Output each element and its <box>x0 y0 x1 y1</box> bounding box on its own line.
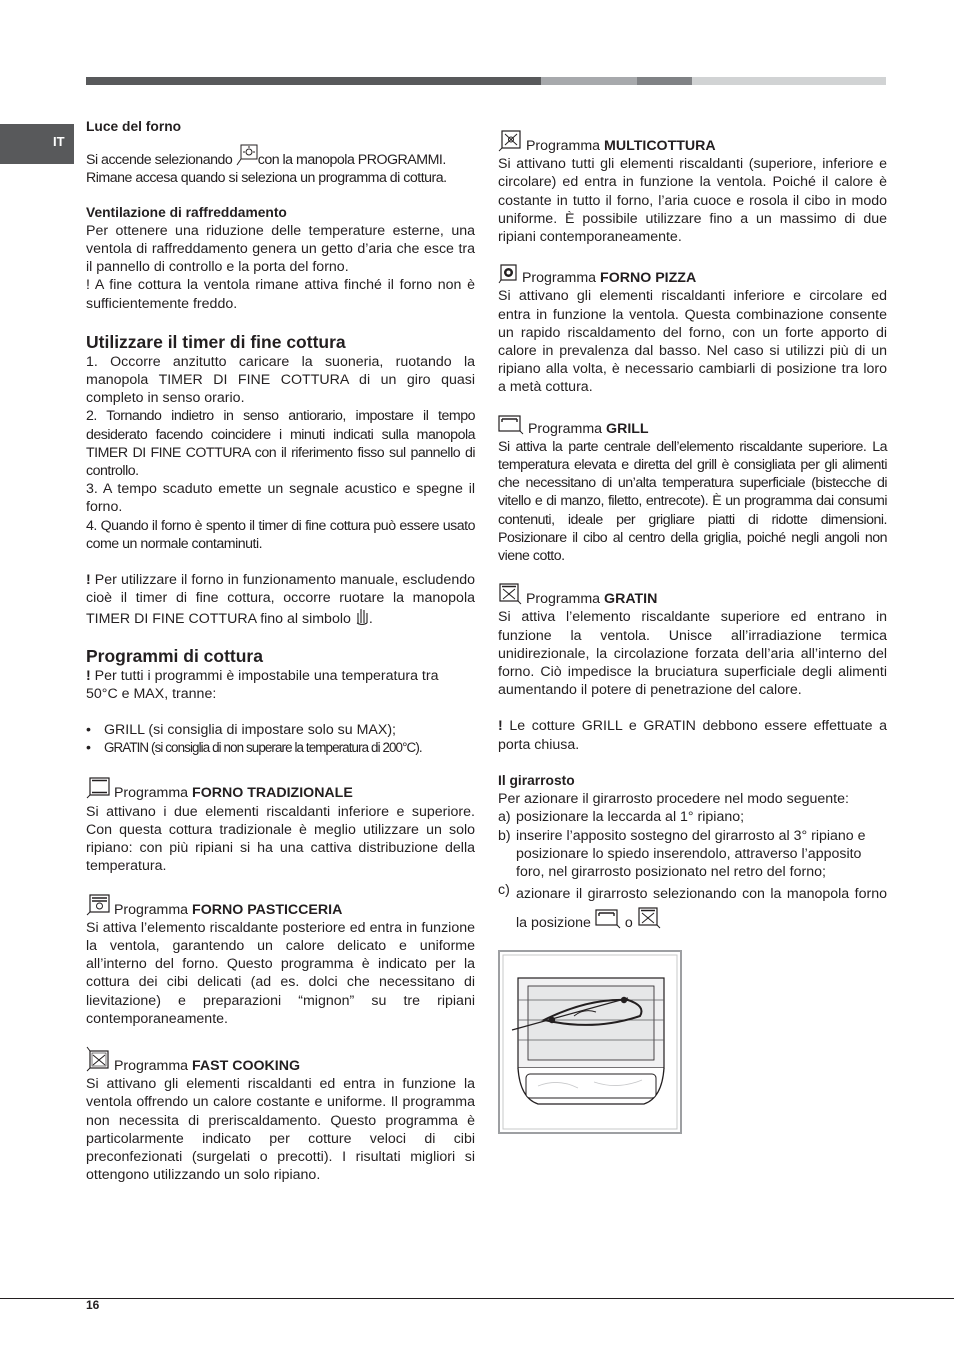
program-name: GRILL <box>606 420 649 437</box>
luce-text-c: Rimane accesa quando si seleziona un programma di cottura. <box>86 170 447 187</box>
programmi-intro-mark: ! <box>86 667 91 684</box>
bullet-text: GRATIN (si consiglia di non superare la temperatura di 200°C). <box>104 740 422 756</box>
multicooking-icon <box>498 130 522 152</box>
list-item <box>86 739 475 757</box>
header-bar-segment-light <box>692 77 886 85</box>
header-bar-segment-mid <box>541 77 637 85</box>
timer-step-2: 2. Tornando indietro in senso antiorario, impostare il tempo desiderato facendo coincidere i minuti indicati sulla manopola TIMER DI FINE COTTURA con il riferimento fisso sul pannello di controllo. <box>86 408 475 480</box>
vent-text-2: ! A fine cottura la ventola rimane attiva finché il forno non è sufficientemente freddo. <box>86 277 475 312</box>
program-label: Programma <box>527 420 603 437</box>
timer-note-mark: ! <box>86 572 91 589</box>
program-name: FORNO TRADIZIONALE <box>192 785 353 802</box>
list-item <box>86 721 475 739</box>
timer-heading: Utilizzare il timer di fine cottura <box>86 331 346 352</box>
grill-icon <box>498 415 524 435</box>
hand-icon <box>355 607 369 625</box>
luce-text-b: con la manopola PROGRAMMI. <box>257 152 446 169</box>
header-color-bar <box>86 77 886 85</box>
conventional-oven-icon <box>86 777 110 799</box>
pizza-icon <box>498 264 518 284</box>
program-title-tradizionale <box>86 777 475 802</box>
rotisserie-illustration <box>498 950 682 1134</box>
luce-title: Luce del forno <box>86 119 182 134</box>
note-mark: ! <box>498 718 503 735</box>
timer-step-3: 3. A tempo scaduto emette un segnale acustico e spegne il forno. <box>86 481 475 516</box>
list-item <box>498 808 887 826</box>
gratin-note <box>498 717 887 753</box>
program-title-multicottura <box>498 130 887 155</box>
program-label: Programma <box>113 785 189 802</box>
girarrosto-title: Il girarrosto <box>498 772 575 788</box>
program-title-fast-cooking <box>86 1046 475 1075</box>
list-text <box>516 881 887 936</box>
list-marker: b) <box>498 827 511 844</box>
program-title-grill <box>498 415 887 438</box>
girarrosto-c-or: o <box>624 915 633 932</box>
gratin-text: Si attiva l’elemento riscaldante superiore ed entrano in funzione la ventola. Unisce all’irradiazione termica unidirezionale, la circolazione forzata dell’aria all’interno del forno. Ciò impedisce la bruciatura superficiale degli alimenti aumentando il potere di penetrazione del calore. <box>498 609 887 699</box>
programmi-intro-text: Per tutti i programmi è impostabile una temperatura tra 50°C e MAX, tranne: <box>86 667 439 702</box>
timer-step-4: 4. Quando il forno è spento il timer di fine cottura può essere usato come un normale contaminuti. <box>86 517 475 552</box>
timer-note-text: Per utilizzare il forno in funzionamento manuale, escludendo cioè il timer di fine cottura, occorre ruotare la manopola TIMER DI FINE COTTURA fino al simbolo <box>86 572 475 628</box>
language-label: IT <box>53 134 65 149</box>
bullet-text: GRILL (si consiglia di impostare solo su MAX); <box>104 722 397 739</box>
list-marker: a) <box>498 809 511 826</box>
bullet-mark: • <box>86 722 91 739</box>
multicottura-text: Si attivano tutti gli elementi riscaldanti (superiore, inferiore e circolare) ed entra in funzione la ventola. Poiché il calore è costante in tutto il forno, l’aria cuoce e rosola il cibo in modo uniforme. È possibile utilizzare fino a un massimo di due ripiani contemporaneamente. <box>498 156 887 246</box>
program-title-pasticceria <box>86 894 475 919</box>
luce-text <box>86 144 475 169</box>
girarrosto-intro: Per azionare il girarrosto procedere nel modo seguente: <box>498 791 849 808</box>
grill-icon <box>595 909 621 929</box>
vent-title: Ventilazione di raffreddamento <box>86 204 287 220</box>
programmi-intro <box>86 667 475 703</box>
timer-note <box>86 571 475 629</box>
pasticceria-text: Si attiva l’elemento riscaldante posteriore ed entra in funzione la ventola, garantendo un calore delicato e uniforme all’interno del forno. Questo programma è indicato per la cottura dei cibi delicati (ad es. dolci che necessitano di lievitazione) e preparazioni “mignon” su tre ripiani contemporaneamente. <box>86 919 475 1027</box>
right-column <box>498 130 887 936</box>
fast-cooking-icon <box>86 1046 110 1072</box>
program-name: FAST COOKING <box>192 1057 301 1074</box>
note-text: Le cotture GRILL e GRATIN debbono essere effettuate a porta chiusa. <box>498 718 887 753</box>
list-text: posizionare la leccarda al 1° ripiano; <box>516 809 745 826</box>
timer-note-end: . <box>368 611 373 628</box>
pastry-oven-icon <box>86 894 110 916</box>
program-name: FORNO PASTICCERIA <box>192 901 343 918</box>
program-label: Programma <box>113 1057 189 1074</box>
gratin-icon <box>498 583 522 605</box>
pizza-text: Si attivano gli elementi riscaldanti inferiore e circolare ed entra in funzione la ventola. Questa combinazione consente un rapido riscaldamento del forno, con un forte apporto di calore in prevalenza dal basso. Nel caso si utilizzi più di un ripiano alla volta, è necessario cambiarli di posizione tra loro a metà cottura. <box>498 288 887 396</box>
list-item <box>498 881 887 936</box>
timer-step-1: 1. Occorre anzitutto caricare la suoneria, ruotando la manopola TIMER DI FINE COTTURA di un giro quasi completo in senso orario. <box>86 353 475 407</box>
program-name: FORNO PIZZA <box>600 270 697 287</box>
footer-rule <box>0 1298 954 1299</box>
page-number: 16 <box>86 1298 100 1312</box>
program-label: Programma <box>521 270 597 287</box>
header-bar-segment-dark <box>86 77 541 85</box>
program-name: MULTICOTTURA <box>604 138 716 154</box>
tradizionale-text: Si attivano i due elementi riscaldanti inferiore e superiore. Con questa cottura tradizionale è meglio utilizzare un solo ripiano: con più ripiani si ha una cattiva distribuzione della temperatura. <box>86 803 475 875</box>
list-marker: c) <box>498 882 510 899</box>
list-item <box>498 827 887 882</box>
vent-text: Per ottenere una riduzione delle temperature esterne, una ventola di raffreddamento genera un getto d’aria che esce tra il pannello di controllo e la porta del forno. <box>86 222 475 276</box>
program-name: GRATIN <box>604 591 658 608</box>
program-title-pizza <box>498 264 887 287</box>
fast-cooking-text: Si attivano gli elementi riscaldanti ed entra in funzione la ventola offrendo un calore costante e uniforme. Il programma non necessita di preriscaldamento. Questo programma è particolarmente indicato per cotture veloci di cibi preconfezionati (surgelati o precotti). I risultati migliori si ottengono utilizzando un solo ripiano. <box>86 1076 475 1184</box>
language-tab <box>0 124 74 164</box>
programmi-heading: Programmi di cottura <box>86 645 263 666</box>
bullet-mark: • <box>86 740 91 757</box>
grill-text: Si attiva la parte centrale dell’elemento riscaldante superiore. La temperatura elevata e diretta del grill è consigliata per gli alimenti che necessitano di un’alta temperatura superficiale (bistecche di vitello e di manzo, filetto, entrecote). È un programma dai consumi contenuti, ideale per grigliare piatti di ridotte dimensioni. Posizionare il cibo al centro della griglia, poiché negli angoli non viene cotto. <box>498 438 887 565</box>
program-title-gratin <box>498 583 887 608</box>
girarrosto-c-text: azionare il girarrosto selezionando con la manopola forno la posizione <box>516 886 887 932</box>
luce-text-a: Si accende selezionando <box>86 152 233 169</box>
program-label: Programma <box>113 901 189 918</box>
left-column <box>86 118 475 1184</box>
gratin-icon <box>637 907 661 929</box>
header-bar-segment-dark2 <box>637 77 692 85</box>
program-label: Programma <box>525 591 601 608</box>
list-text: inserire l’apposito sostegno del girarrosto al 3° ripiano e posizionare lo spiedo inserendolo, attraverso l’apposito foro, nel girarrosto posizionato nel retro del forno; <box>516 827 866 880</box>
lamp-icon <box>236 144 258 166</box>
program-label: Programma <box>525 138 601 154</box>
